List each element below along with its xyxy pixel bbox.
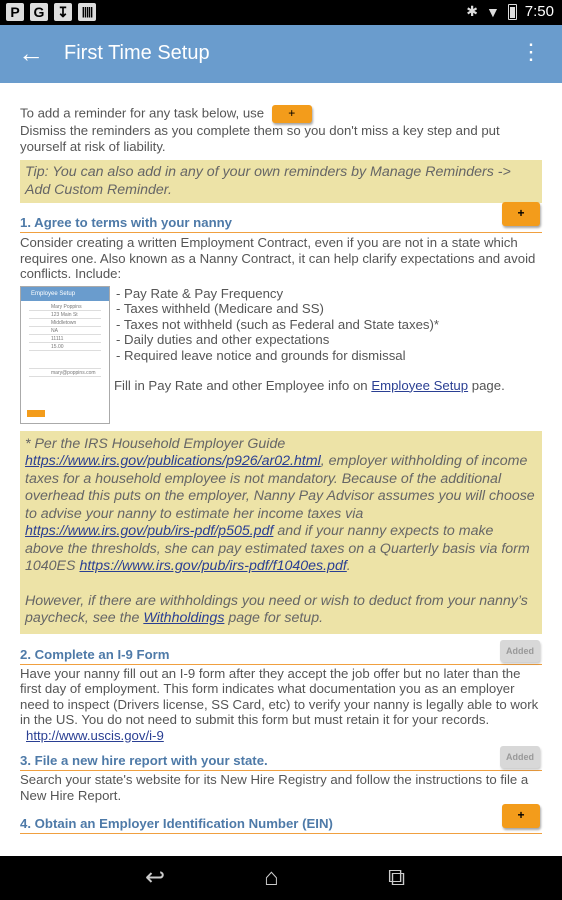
thumbnail-name: Mary Poppins — [29, 303, 101, 311]
system-nav-bar — [0, 856, 562, 900]
add-reminder-example-button[interactable]: + — [272, 105, 312, 123]
thumbnail-zip: 11111 — [29, 335, 101, 343]
note-text: * Per the IRS Household Employer Guide — [25, 435, 286, 452]
bullet-list — [116, 286, 439, 364]
irs-note-para-2 — [25, 593, 536, 628]
note-text: page for setup. — [228, 610, 324, 626]
bullet-item: - Taxes not withheld (such as Federal and State taxes)* — [116, 316, 440, 332]
thumbnail-form — [21, 301, 109, 379]
irs-note-box — [20, 431, 542, 634]
thumbnail-save-button — [27, 410, 45, 417]
section-3-added-button[interactable]: Added — [500, 746, 540, 768]
irs-p926-link[interactable]: https://www.irs.gov/publications/p926/ar02.html — [25, 453, 321, 469]
thumbnail-spacer — [29, 351, 101, 369]
section-3-header — [20, 753, 542, 771]
section-2-added-button[interactable]: Added — [500, 640, 540, 662]
wifi-icon: ▼ — [485, 3, 500, 20]
fill-suffix: page. — [471, 377, 505, 393]
fill-prefix: Fill in Pay Rate and other Employee info on — [114, 377, 368, 393]
thumbnail-title-bar: Employee Setup — [21, 287, 109, 301]
section-2-title: 2. Complete an I-9 Form — [20, 646, 170, 662]
bullet-item: - Pay Rate & Pay Frequency — [116, 285, 284, 301]
download-icon: ↧ — [54, 3, 72, 21]
recents-nav-icon[interactable]: ⧉ — [388, 864, 406, 891]
back-arrow-icon[interactable]: ← — [18, 38, 44, 68]
employee-setup-link[interactable]: Employee Setup — [371, 377, 469, 393]
overflow-menu-icon[interactable]: ⋮ — [520, 39, 542, 64]
intro-reminder — [20, 105, 542, 123]
section-3-title: 3. File a new hire report with your state. — [20, 753, 268, 768]
uscis-i9-link[interactable]: http://www.uscis.gov/i-9 — [26, 727, 164, 743]
section-4-title: 4. Obtain an Employer Identification Number (EIN) — [20, 816, 333, 831]
irs-p505-link[interactable]: https://www.irs.gov/pub/irs-pdf/p505.pdf — [25, 523, 274, 539]
section-4-add-reminder-button[interactable]: + — [502, 804, 540, 828]
section-1-details — [20, 286, 542, 427]
section-2-header — [20, 647, 542, 665]
app-p-icon: P — [6, 3, 24, 21]
thumbnail-city: Middletown — [29, 319, 101, 327]
irs-note-para-1 — [25, 436, 536, 576]
thumbnail-address: 123 Main St — [29, 311, 101, 319]
content-scroll[interactable] — [0, 83, 562, 856]
section-1-add-reminder-button[interactable]: + — [502, 202, 540, 226]
intro-dismiss: Dismiss the reminders as you complete them so you don't miss a key step and put yourself at risk of liability. — [20, 123, 500, 154]
fill-in-text — [114, 378, 505, 394]
section-1-header — [20, 206, 542, 233]
section-4-header — [20, 808, 542, 834]
bullet-item: - Required leave notice and grounds for dismissal — [116, 347, 406, 363]
tip-box: Tip: You can also add in any of your own reminders by Manage Reminders -> Add Custom Reminder. — [20, 160, 542, 203]
page-title: First Time Setup — [64, 42, 210, 64]
bullet-item: - Taxes withheld (Medicare and SS) — [116, 301, 324, 316]
note-text: However, if there are withholdings you need or wish to deduct from your nanny’s paycheck, see the — [25, 592, 528, 626]
note-text: and if your nanny expects to make above the thresholds, she can pay estimated taxes on a Quarterly basis via form 1040ES — [25, 523, 530, 574]
app-bar — [0, 25, 562, 83]
status-bar — [0, 0, 562, 25]
section-2-text: Have your nanny fill out an I-9 form after they accept the job offer but no later than the first day of employment. This form indicates what documentation you as an employer need to inspect (Drivers license, SS Card, etc) to verify your nanny is legally able to work in the US. You do not need to submit this form but must retain it for your records. — [20, 665, 539, 727]
irs-f1040es-link[interactable]: https://www.irs.gov/pub/irs-pdf/f1040es.pdf — [79, 558, 347, 574]
app-g-icon: G — [30, 3, 48, 21]
clock: 7:50 — [524, 3, 554, 20]
thumbnail-email: mary@poppins.com — [29, 369, 101, 377]
section-1-title: 1. Agree to terms with your nanny — [20, 215, 233, 230]
battery-icon — [508, 4, 517, 20]
bullet-item: - Daily duties and other expectations — [116, 332, 330, 347]
reminder-text: To add a reminder for any task below, use — [20, 105, 265, 121]
note-text: . — [346, 558, 351, 574]
thumbnail-pay: 15.00 — [29, 343, 101, 351]
section-3-body: Search your state's website for its New Hire Registry and follow the instructions to file a New Hire Report. — [20, 772, 529, 803]
barcode-icon: ||||| — [78, 3, 96, 21]
note-text: , employer withholding of income taxes for a household employee is not mandatory. Because of the additional overhead this puts on the employer, Nanny Pay Advisor assumes you will choose to advise your nanny to estimate her income taxes via — [25, 453, 535, 522]
employee-setup-thumbnail — [20, 286, 110, 424]
section-2-body — [20, 666, 542, 744]
thumbnail-state: NA — [29, 327, 101, 335]
withholdings-link[interactable]: Withholdings — [143, 610, 225, 626]
bluetooth-icon: ✱ — [466, 3, 478, 19]
back-nav-icon[interactable]: ↩ — [145, 864, 166, 891]
section-1-body: Consider creating a written Employment Contract, even if you are not in a state which requires one. Also known as a Nanny Contract, it can help clarify expectations and avoid conflicts. Include: — [20, 235, 536, 281]
home-nav-icon[interactable]: ⌂ — [264, 864, 279, 891]
